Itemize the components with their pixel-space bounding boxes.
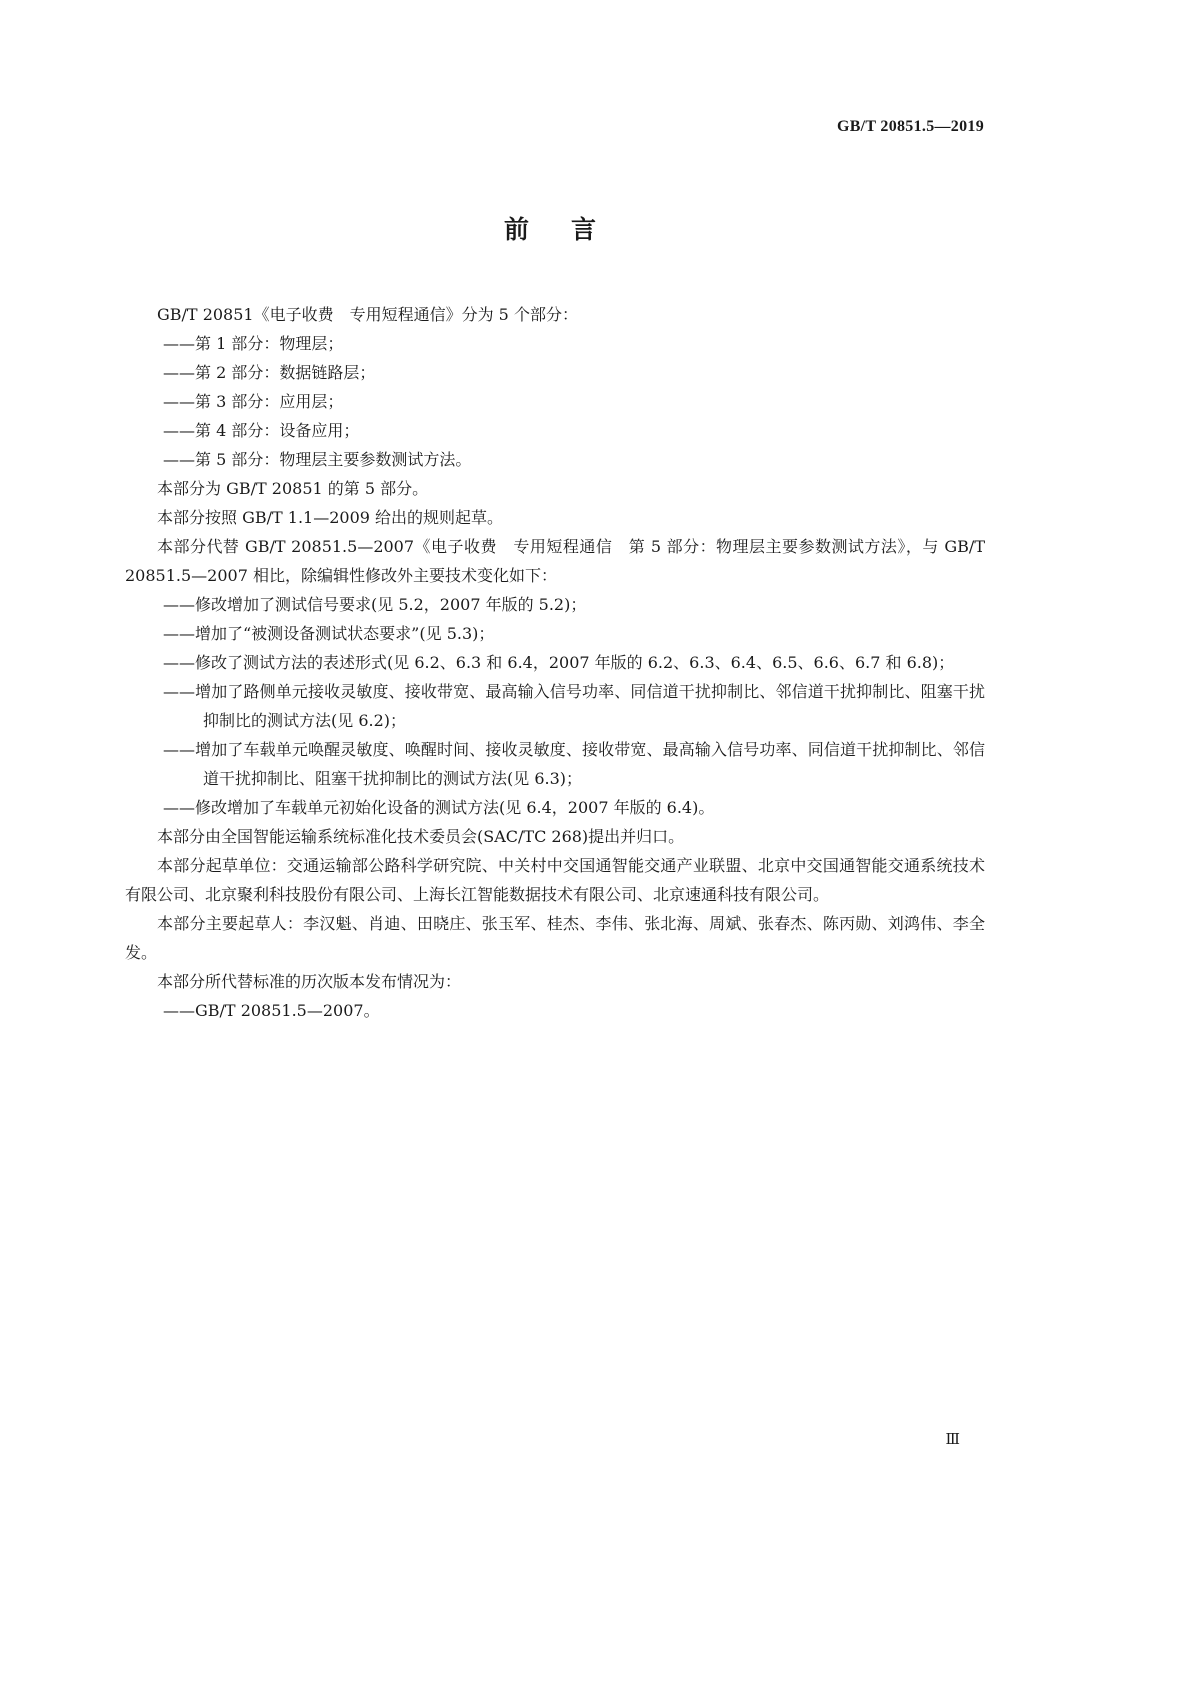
paragraph-this-part: 本部分为 GB/T 20851 的第 5 部分。 <box>157 479 429 498</box>
list-item-change-2: ——增加了“被测设备测试状态要求”(见 5.3)； <box>163 624 495 643</box>
page-number: Ⅲ <box>945 1432 960 1448</box>
paragraph-proposed-by: 本部分由全国智能运输系统标准化技术委员会(SAC/TC 268)提出并归口。 <box>157 827 685 846</box>
page-title: 前言 <box>503 215 638 244</box>
list-item-change-1: ——修改增加了测试信号要求(见 5.2，2007 年版的 5.2)； <box>163 595 587 614</box>
list-item-part-1: ——第 1 部分：物理层； <box>163 334 344 353</box>
paragraph-history: 本部分所代替标准的历次版本发布情况为： <box>157 972 462 991</box>
paragraph-drafters: 本部分主要起草人：李汉魁、肖迪、田晓庄、张玉军、桂杰、李伟、张北海、周斌、张春杰、陈丙勋、刘鸿伟、李全发。 <box>125 914 985 962</box>
list-item-change-6: ——修改增加了车载单元初始化设备的测试方法(见 6.4，2007 年版的 6.4)。 <box>163 798 715 817</box>
list-item-part-2: ——第 2 部分：数据链路层； <box>163 363 376 382</box>
list-item-history-1: ——GB/T 20851.5—2007。 <box>163 1001 380 1020</box>
list-item-change-3: ——修改了测试方法的表述形式(见 6.2、6.3 和 6.4，2007 年版的 6.2、6.3、6.4、6.5、6.6、6.7 和 6.8)； <box>163 653 955 672</box>
list-item-part-5: ——第 5 部分：物理层主要参数测试方法。 <box>163 450 472 469</box>
list-item-part-3: ——第 3 部分：应用层； <box>163 392 344 411</box>
list-item-part-4: ——第 4 部分：设备应用； <box>163 421 360 440</box>
paragraph-parts-intro: GB/T 20851《电子收费 专用短程通信》分为 5 个部分： <box>157 305 578 324</box>
paragraph-replaces: 本部分代替 GB/T 20851.5—2007《电子收费 专用短程通信 第 5 部分：物理层主要参数测试方法》，与 GB/T 20851.5—2007 相比，除编辑性修改外主要技术变化如下： <box>125 537 985 585</box>
list-item-change-5: ——增加了车载单元唤醒灵敏度、唤醒时间、接收灵敏度、接收带宽、最高输入信号功率、同信道干扰抑制比、邻信道干扰抑制比、阻塞干扰抑制比的测试方法(见 6.3)； <box>163 740 985 788</box>
standard-number: GB/T 20851.5—2019 <box>836 118 984 135</box>
paragraph-drafting-units: 本部分起草单位：交通运输部公路科学研究院、中关村中交国通智能交通产业联盟、北京中交国通智能交通系统技术有限公司、北京聚利科技股份有限公司、上海长江智能数据技术有限公司、北京速通科技有限公司。 <box>125 856 985 904</box>
paragraph-drafting-rules: 本部分按照 GB/T 1.1—2009 给出的规则起草。 <box>157 508 504 527</box>
list-item-change-4: ——增加了路侧单元接收灵敏度、接收带宽、最高输入信号功率、同信道干扰抑制比、邻信道干扰抑制比、阻塞干扰抑制比的测试方法(见 6.2)； <box>163 682 985 730</box>
document-body <box>125 300 985 1025</box>
